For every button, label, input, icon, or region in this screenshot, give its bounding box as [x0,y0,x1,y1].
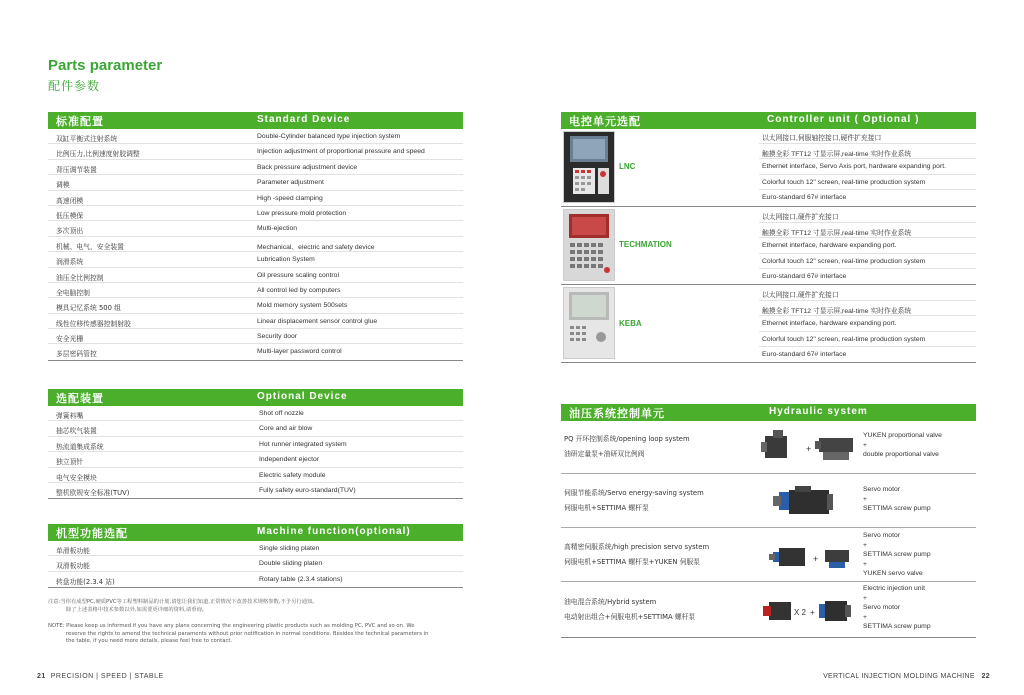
pq-title: PQ 开环控制系统/opening loop system [564,435,690,443]
hybrid-part: + [863,613,867,621]
hybrid-part: Servo motor [863,604,901,612]
hybrid-part: SETTIMA screw pump [863,623,931,631]
standard-row [48,175,463,190]
standard-row [48,314,463,329]
optional-row [48,452,463,467]
standard-device-section [48,112,463,361]
hybrid-x2: X 2 [794,608,807,617]
optional-device-table [48,406,463,499]
note-en-line-2: reserve the rights to amend the technical paraments without prior notification in normal conditions. Besides the technical parameters in [66,630,429,637]
standard-row-en: Mold memory system 500sets [257,302,348,310]
machine-function-table [48,541,463,588]
techmation-spec-list [759,207,976,285]
standard-row-cn: 背压调节装置 [56,165,97,174]
machine-header-en: Machine function(optional) [257,526,411,537]
standard-row-en: Back pressure adjustment device [257,163,358,171]
footer-left-text: PRECISION | SPEED | STABLE [50,673,164,680]
hybrid-title: 油电混合系统/Hybrid system [564,598,657,606]
controller-unit-section [561,112,976,362]
standard-row-en: Injection adjustment of proportional pressure and speed [257,148,425,156]
pq-plus-sign: + [806,444,812,454]
standard-header-en: Standard Device [257,114,351,125]
controller-header-cn: 电控单元选配 [569,115,641,128]
hybrid-parts-list [863,584,931,632]
footer-right [823,673,990,680]
lnc-spec-row: 触摸全彩 TFT12 寸显示屏,real-time 实时作业系统 [759,144,976,160]
standard-row-cn: 机械、电气、安全装置 [56,242,124,251]
controller-lnc [561,128,976,207]
machine-row-cn: 双滑板功能 [56,562,90,571]
keba-spec-row: 触摸全彩 TFT12 寸显示屏,real-time 实时作业系统 [759,301,976,317]
machine-row-cn: 单滑板功能 [56,547,90,555]
lnc-spec-row: Colorful touch 12" screen, real-time production system [759,175,976,191]
page-subtitle: 配件参数 [48,79,101,93]
standard-row [48,129,463,144]
standard-row [48,252,463,267]
standard-row-cn: 多层密码管控 [56,350,97,359]
hydraulic-header-cn: 油压系统控制单元 [569,407,665,420]
standard-row-en: Mechanical、electric and safety device [257,243,375,251]
optional-row-en: Electric safety module [259,471,326,479]
standard-row-en: High -speed clamping [257,194,323,202]
note-cn-line-1: 注意:当你有成型PC,硬质PVC等工程塑料制品的计划,请您让我们知道,正常情况下改善技术规格参数,不予另行通知。 [48,599,318,605]
optional-row [48,483,463,498]
optional-row-en: Core and air blow [259,425,313,433]
standard-row [48,329,463,344]
footer-right-page-number: 22 [981,673,990,680]
optional-row-cn: 独立顶针 [56,458,84,467]
machine-function-header [48,524,463,541]
optional-row-en: Shot off nozzle [259,410,304,417]
machine-row-en: Rotary table (2.3.4 stations) [259,575,343,583]
standard-row-cn: 低压模保 [56,211,84,220]
pq-components-image [759,426,859,473]
standard-row [48,144,463,159]
servo-parts-list [863,485,931,514]
precision-servo-part: + [863,560,867,568]
techmation-spec-row: Ethernet interface, hardware expanding port. [759,238,976,254]
pq-parts-list [863,431,942,460]
standard-row [48,221,463,236]
hybrid-components: 电动射出组合+伺服电机+SETTIMA 螺杆泵 [564,613,696,621]
standard-row-cn: 线性位移传感器控制射胶 [56,319,131,328]
hydraulic-section [561,404,976,638]
standard-row-en: Security door [257,333,298,341]
machine-row-en: Single sliding platen [259,545,320,552]
standard-row-en: Double-Cylinder balanced type injection system [257,133,401,140]
page-title: Parts parameter [48,57,163,74]
note-en-line-3: the table, if you need more details, please feel free to contact. [66,638,233,645]
precision-servo-part: YUKEN servo valve [863,570,923,578]
standard-row [48,268,463,283]
optional-row-cn: 弹簧料嘴 [56,412,84,420]
precision-servo-components-image [759,536,859,583]
standard-row-cn: 高速闭模 [56,196,84,205]
pq-part: double proportional valve [863,451,939,459]
servo-title: 伺服节能系统/Servo energy-saving system [564,489,704,497]
controller-keba [561,285,976,363]
note-cn-line-2: 除了上述表格中技术参数以外,如需要更详细的资料,请垂询。 [66,606,208,613]
optional-header-en: Optional Device [257,391,348,402]
machine-row-cn: 转盘功能(2.3.4 站) [56,577,115,586]
standard-row [48,298,463,313]
controller-header-en: Controller unit ( Optional ) [767,114,920,125]
precision-servo-description [564,540,709,570]
optional-row-en: Hot runner integrated system [259,440,347,448]
optional-device-header [48,389,463,406]
standard-row-en: Low pressure mold protection [257,209,347,217]
hybrid-part: + [863,594,867,602]
servo-part: Servo motor [863,486,901,493]
standard-row-en: Multi-ejection [257,225,298,233]
keba-spec-row: Colorful touch 12" screen, real-time production system [759,332,976,348]
standard-row-cn: 模具记忆系统 500 组 [56,304,121,313]
optional-row-en: Fully safety euro-standard(TUV) [259,486,356,494]
standard-row-cn: 安全光栅 [56,335,84,344]
optional-row-en: Independent ejector [259,456,320,464]
standard-row [48,344,463,359]
servo-part: SETTIMA screw pump [863,505,931,513]
keba-spec-row: 以太网接口,硬件扩充接口 [759,285,976,301]
standard-row-cn: 油压全比例控制 [56,273,104,282]
techmation-spec-row: Euro-standard 67# interface [762,273,847,281]
keba-spec-list [759,285,976,363]
servo-components: 伺服电机+SETTIMA 螺杆泵 [564,504,649,512]
standard-row-en: Parameter adjustment [257,179,324,187]
optional-row [48,406,463,421]
keba-controller-image [563,287,615,359]
optional-row-cn: 整机欧规安全标准(TUV) [56,488,130,497]
lnc-spec-row: Ethernet interface, Servo Axis port, hardware expanding port. [759,159,976,175]
standard-row-en: All control led by computers [257,286,341,294]
techmation-controller-image [563,209,615,281]
lnc-spec-row: Euro-standard 67# interface [762,194,847,202]
techmation-spec-row: 触摸全彩 TFT12 寸显示屏,real-time 实时作业系统 [759,223,976,239]
optional-row [48,468,463,483]
standard-row-cn: 比例压力,比例速度射胶调整 [56,150,140,159]
standard-row-en: Lubrication System [257,256,315,264]
footer-left-page-number: 21 [37,673,46,680]
standard-row [48,283,463,298]
pq-part: YUKEN proportional valve [863,432,942,439]
pq-description [564,432,690,462]
standard-row [48,160,463,175]
standard-row-en: Multi-layer password control [257,348,342,356]
precision-servo-title: 高精密伺服系统/high precision servo system [564,543,710,551]
lnc-spec-list [759,128,976,206]
precision-servo-part: Servo motor [863,532,901,539]
precision-servo-part: SETTIMA screw pump [863,551,931,559]
controller-techmation [561,207,976,285]
servo-description [564,486,704,516]
standard-header-cn: 标准配置 [56,115,104,128]
standard-row-cn: 调模 [56,181,70,190]
optional-row [48,421,463,436]
optional-row-cn: 抽芯吹气装置 [56,427,97,436]
hybrid-description [564,595,695,625]
standard-row [48,191,463,206]
machine-header-cn: 机型功能选配 [56,527,128,540]
hydraulic-pq-system [561,420,976,474]
techmation-name: TECHMATION [619,240,672,249]
lnc-name: LNC [619,162,636,171]
machine-row [48,541,463,556]
optional-row [48,437,463,452]
keba-spec-row: Ethernet interface, hardware expanding port. [759,316,976,332]
lnc-spec-row: 以太网接口,伺服轴控接口,硬件扩充接口 [759,128,976,144]
precision-plus-sign: + [813,554,819,564]
hybrid-components-image [759,590,859,637]
standard-device-table [48,129,463,361]
precision-servo-part: + [863,541,867,549]
optional-header-cn: 选配装置 [56,392,104,405]
hydraulic-header [561,404,976,421]
lnc-controller-image [563,131,615,203]
servo-part: + [863,495,867,503]
hybrid-plus-sign: + [810,608,815,617]
footer-right-text: VERTICAL INJECTION MOLDING MACHINE [823,673,975,680]
hydraulic-servo-system [561,474,976,528]
machine-row [48,572,463,587]
hydraulic-precision-servo-system [561,528,976,582]
standard-row-en: Oil pressure scaling control [257,271,339,279]
note-cn [48,599,318,614]
hydraulic-header-en: Hydraulic system [769,406,868,417]
note-en [48,623,428,646]
hydraulic-hybrid-system [561,582,976,638]
keba-spec-row: Euro-standard 67# interface [762,351,847,359]
standard-row [48,206,463,221]
standard-row-en: Linear displacement sensor control glue [257,317,378,325]
machine-row [48,556,463,571]
machine-row-en: Double sliding platen [259,560,323,568]
optional-row-cn: 热流道集成系统 [56,442,104,451]
hybrid-part: Electric injection unit [863,585,925,592]
controller-unit-header [561,112,976,129]
standard-row [48,237,463,252]
pq-part: + [863,441,867,449]
note-en-line-1: NOTE: Please keep us informed if you have any plans concerning the engineering plastic products such as molding PC, PVC and so on. We [48,623,415,629]
servo-components-image [759,482,859,529]
techmation-spec-row: 以太网接口,硬件扩充接口 [759,207,976,223]
precision-servo-parts-list [863,531,931,579]
standard-row-cn: 全电脑控制 [56,288,90,297]
standard-row-cn: 多次顶出 [56,227,84,236]
footer-left [37,673,164,680]
optional-device-section [48,389,463,499]
pq-components: 油研定量泵+油研双比例阀 [564,450,645,458]
machine-function-section [48,524,463,588]
optional-row-cn: 电气安全模块 [56,473,97,482]
techmation-spec-row: Colorful touch 12" screen, real-time production system [759,254,976,270]
standard-row-cn: 双缸平衡式注射系统 [56,135,118,143]
standard-device-header [48,112,463,129]
standard-row-cn: 润滑系统 [56,258,84,267]
keba-name: KEBA [619,319,642,328]
precision-servo-components: 伺服电机+SETTIMA 螺杆泵+YUKEN 伺服泵 [564,558,700,566]
